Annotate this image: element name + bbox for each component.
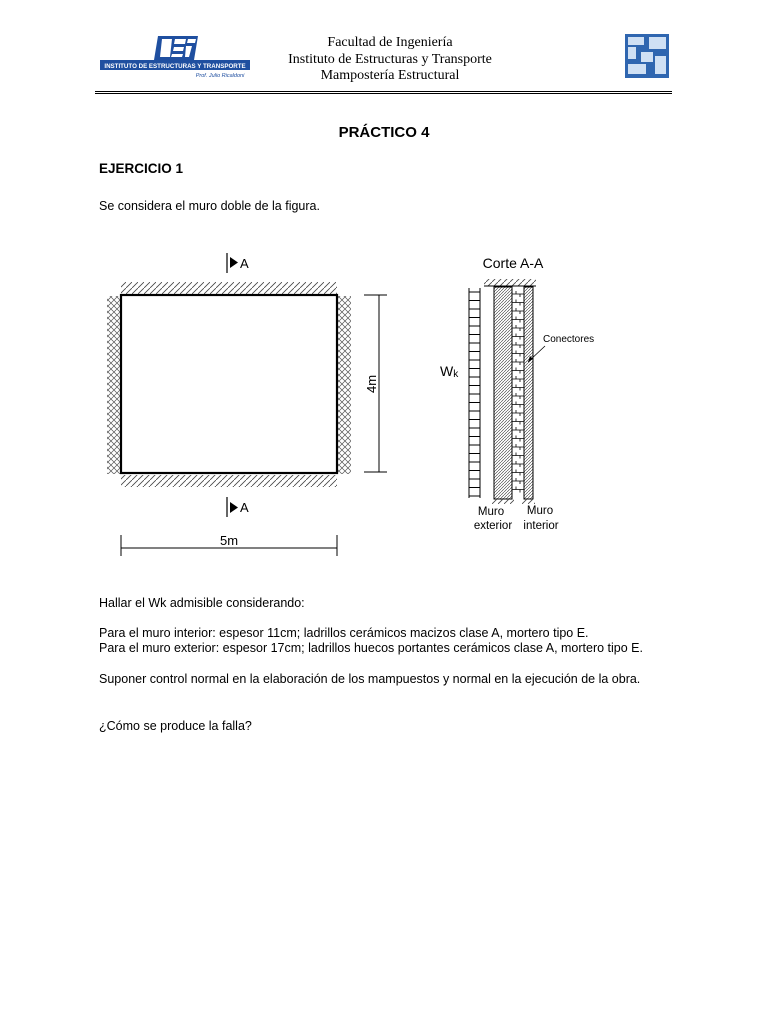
wall-connector xyxy=(512,334,524,340)
outer-wall-label-line1: Muro xyxy=(477,506,505,518)
control-assumption: Suponer control normal en la elaboración de los mampuestos y normal en la ejecución de la obra. xyxy=(99,672,641,686)
height-dimension xyxy=(364,295,387,472)
header-text-block xyxy=(255,35,525,85)
failure-question: ¿Cómo se produce la falla? xyxy=(99,719,252,733)
wall-connector xyxy=(512,393,524,399)
wall-connector xyxy=(512,342,524,348)
wall-connector xyxy=(512,444,524,450)
width-dimension xyxy=(121,533,337,556)
wind-load-diagram xyxy=(469,288,480,498)
height-dimension-label: 4m xyxy=(364,374,379,394)
wall-connector xyxy=(512,453,524,459)
wall-panel xyxy=(121,295,337,473)
header-faculty: Facultad de Ingeniería xyxy=(327,35,453,50)
header-course: Mampostería Estructural xyxy=(320,68,460,83)
wall-connector xyxy=(512,410,524,416)
inner-wall-label-line1: Muro xyxy=(526,505,554,517)
width-dimension-label: 5m xyxy=(219,533,239,548)
wall-connector xyxy=(512,351,524,357)
section-mark-top xyxy=(227,253,249,273)
outer-wall-label-line2: exterior xyxy=(473,520,513,532)
wall-figure xyxy=(0,240,768,560)
section-mark-top-label: A xyxy=(240,256,249,271)
inner-wall-base xyxy=(522,499,535,504)
load-label-sub: k xyxy=(453,369,459,380)
wall-connector xyxy=(512,359,524,365)
outer-wall-section xyxy=(494,287,512,499)
section-mark-bottom-label: A xyxy=(240,500,249,515)
right-support-hatch xyxy=(338,296,351,474)
wall-connector xyxy=(512,419,524,425)
left-support-hatch xyxy=(107,296,120,474)
outer-wall-base xyxy=(492,499,514,504)
load-label-main: W xyxy=(440,363,454,379)
university-logo xyxy=(625,34,669,78)
task-intro: Hallar el Wk admisible considerando: xyxy=(99,596,305,610)
inner-wall-spec: Para el muro interior: espesor 11cm; ladrillos cerámicos macizos clase A, mortero tipo E. xyxy=(99,626,589,640)
wall-connector xyxy=(512,317,524,323)
wall-connector xyxy=(512,385,524,391)
inner-wall-section xyxy=(524,287,533,499)
university-logo-graphic xyxy=(625,34,669,78)
wall-connector xyxy=(512,427,524,433)
inner-wall-label-line2: interior xyxy=(523,520,559,532)
wall-connector xyxy=(512,368,524,374)
wall-connector xyxy=(512,376,524,382)
bottom-support-hatch xyxy=(121,475,337,487)
section-title: Corte A-A xyxy=(482,255,544,271)
wall-connector xyxy=(512,291,524,297)
wall-connector xyxy=(512,470,524,476)
institute-logo xyxy=(100,34,250,80)
connectors-label: Conectores xyxy=(543,334,595,345)
header-institute: Instituto de Estructuras y Transporte xyxy=(288,51,492,67)
logo-text: INSTITUTO DE ESTRUCTURAS Y TRANSPORTE xyxy=(104,63,246,70)
page-title: PRÁCTICO 4 xyxy=(338,124,430,141)
wall-connector xyxy=(512,300,524,306)
exercise-heading: EJERCICIO 1 xyxy=(99,161,184,176)
wall-connector xyxy=(512,436,524,442)
institute-logo-graphic xyxy=(100,34,250,80)
header-divider xyxy=(95,91,672,94)
wall-connector xyxy=(512,308,524,314)
wall-connector xyxy=(512,325,524,331)
wall-connector xyxy=(512,487,524,493)
wall-connector xyxy=(512,402,524,408)
intro-text: Se considera el muro doble de la figura. xyxy=(99,199,320,213)
load-label xyxy=(440,363,459,380)
section-mark-bottom xyxy=(227,497,249,517)
logo-subtext: Prof. Julio Ricaldoni xyxy=(195,73,245,79)
connectors-group xyxy=(512,291,524,493)
outer-wall-spec: Para el muro exterior: espesor 17cm; ladrillos huecos portantes cerámicos clase A, mortero tipo E. xyxy=(99,641,643,655)
section-top-support xyxy=(484,279,536,286)
wall-connector xyxy=(512,461,524,467)
wall-connector xyxy=(512,478,524,484)
top-support-hatch xyxy=(121,282,337,294)
